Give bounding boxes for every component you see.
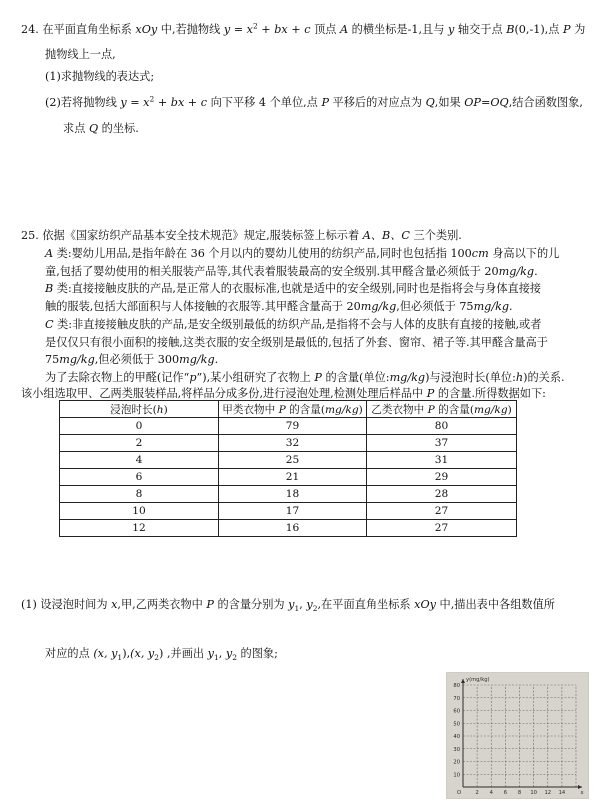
origin-label: O [456, 790, 462, 796]
table-row [60, 452, 517, 469]
table-row [60, 520, 517, 537]
q24-part-1: (1)求抛物线的表达式; [45, 70, 155, 83]
table-cell: 29 [367, 469, 517, 486]
table-cell: 6 [60, 469, 219, 486]
table-cell: 0 [60, 418, 219, 435]
y-tick-label: 80 [453, 683, 460, 689]
table-row [60, 469, 517, 486]
table-row [60, 435, 517, 452]
table-cell: 12 [60, 520, 219, 537]
table-header-cell: 甲类衣物中 P 的含量(mg/kg) [219, 401, 367, 418]
q25-part-1-cont: 对应的点 (x, $y_1),(x$, $y_2$) ,并画出 $y_1$, $y_2$ 的图象; [45, 647, 278, 663]
coordinate-grid [447, 673, 588, 798]
table-cell: 10 [60, 503, 219, 520]
x-tick-label: 4 [489, 790, 493, 796]
table-cell: 27 [367, 503, 517, 520]
y-tick-label: 50 [453, 721, 460, 728]
y-tick-label: 70 [453, 695, 460, 702]
coordinate-grid-figure [446, 672, 589, 799]
table-row [60, 418, 517, 435]
table-cell: 32 [219, 435, 367, 452]
data-table [59, 400, 517, 537]
q25-class-c-3: 75mg/kg,但必须低于 300mg/kg. [45, 353, 219, 366]
x-axis-arrow [578, 785, 582, 789]
q25-line-1: 25. 依据《国家纺织产品基本安全技术规范》规定,服装标签上标示着 A、B、C 三个类别. [21, 229, 462, 242]
table-row [60, 503, 517, 520]
q24-part-2-cont: 求点 Q 的坐标. [63, 122, 139, 135]
table-cell: 18 [219, 486, 367, 503]
table-header-cell: 乙类衣物中 P 的含量(mg/kg) [367, 401, 517, 418]
q25-class-b-1: B 类:直接接触皮肤的产品,是正常人的衣服标准,也就是适中的安全级别,同时也是指将会与身体直接接 [45, 282, 542, 295]
x-tick-label: 8 [517, 790, 522, 796]
x-tick-label: 2 [475, 790, 479, 796]
q24-line-2: 抛物线上一点, [45, 48, 116, 61]
y-tick-label: 60 [453, 708, 460, 715]
table-cell: 27 [367, 520, 517, 537]
table-cell: 25 [219, 452, 367, 469]
q25-class-a-2: 童,包括了婴幼使用的相关服装产品等,其代表着服装最高的安全级别.其甲醛含量必须低于 20mg/kg. [45, 265, 538, 278]
x-axis-letter: x [580, 790, 584, 796]
table-cell: 37 [367, 435, 517, 452]
q25-class-c-2: 是仅仅只有很小面积的接触,这类衣服的安全级别是最低的,包括了外套、窗帘、裙子等.其甲醛含量高于 [45, 336, 548, 349]
table-cell: 31 [367, 452, 517, 469]
x-tick-label: 6 [503, 790, 508, 796]
y-tick-label: 10 [453, 772, 460, 779]
table-cell: 21 [219, 469, 367, 486]
table-cell: 4 [60, 452, 219, 469]
q25-class-a-1: A 类:婴幼儿用品,是指年龄在 36 个月以内的婴幼儿使用的纺织产品,同时也包括指 100cm 身高以下的儿 [45, 247, 560, 260]
table-cell: 79 [219, 418, 367, 435]
table-cell: 8 [60, 486, 219, 503]
q24-part-2: (2)若将抛物线 $y = x^2$ + bx + c 向下平移 4 个单位,点 P 平移后的对应点为 Q,如果 OP=OQ,结合函数图象, [45, 94, 583, 109]
table-row [60, 486, 517, 503]
y-tick-label: 20 [453, 759, 460, 766]
x-tick-label: 12 [544, 790, 552, 796]
table-cell: 16 [219, 520, 367, 537]
table-cell: 28 [367, 486, 517, 503]
table-cell: 17 [219, 503, 367, 520]
q25-class-b-2: 触的服装,包括大部面积与人体接触的衣服等.其甲醛含量高于 20mg/kg,但必须低于 75mg/kg. [45, 300, 513, 313]
table-cell: 80 [367, 418, 517, 435]
y-axis-label: y(mg/kg) [466, 677, 490, 683]
q25-study-1: 为了去除衣物上的甲醛(记作“p”),某小组研究了衣物上 P 的含量(单位:mg/kg)与浸泡时长(单位:h)的关系. [45, 371, 565, 384]
x-tick-label: 14 [558, 790, 566, 796]
table-header-row [60, 401, 517, 418]
y-tick-label: 30 [453, 746, 460, 753]
y-tick-label: 40 [453, 734, 460, 740]
q24-line-1: 24. 在平面直角坐标系 xOy 中,若抛物线 $y = x^2$ + bx + c 顶点 A 的横坐标是-1,且与 y 轴交于点 B(0,-1),点 P 为 [21, 21, 586, 36]
q25-class-c-1: C 类:非直接接触皮肤的产品,是安全级别最低的纺织产品,是指将不会与人体的皮肤有直接的接触,或者 [45, 318, 542, 331]
table-cell: 2 [60, 435, 219, 452]
q25-study-2: 该小组选取甲、乙两类服装样品,将样品分成多份,进行浸泡处理,检测处理后样品中 P 的含量.所得数据如下: [21, 387, 546, 400]
table-header-cell: 浸泡时长(h) [60, 401, 219, 418]
y-axis-arrow [461, 679, 465, 683]
x-tick-label: 10 [530, 790, 537, 796]
q25-part-1: (1) 设浸泡时间为 x,甲,乙两类衣物中 P 的含量分别为 $y_1$, $y_2$,在平面直角坐标系 xOy 中,描出表中各组数值所 [21, 598, 555, 614]
